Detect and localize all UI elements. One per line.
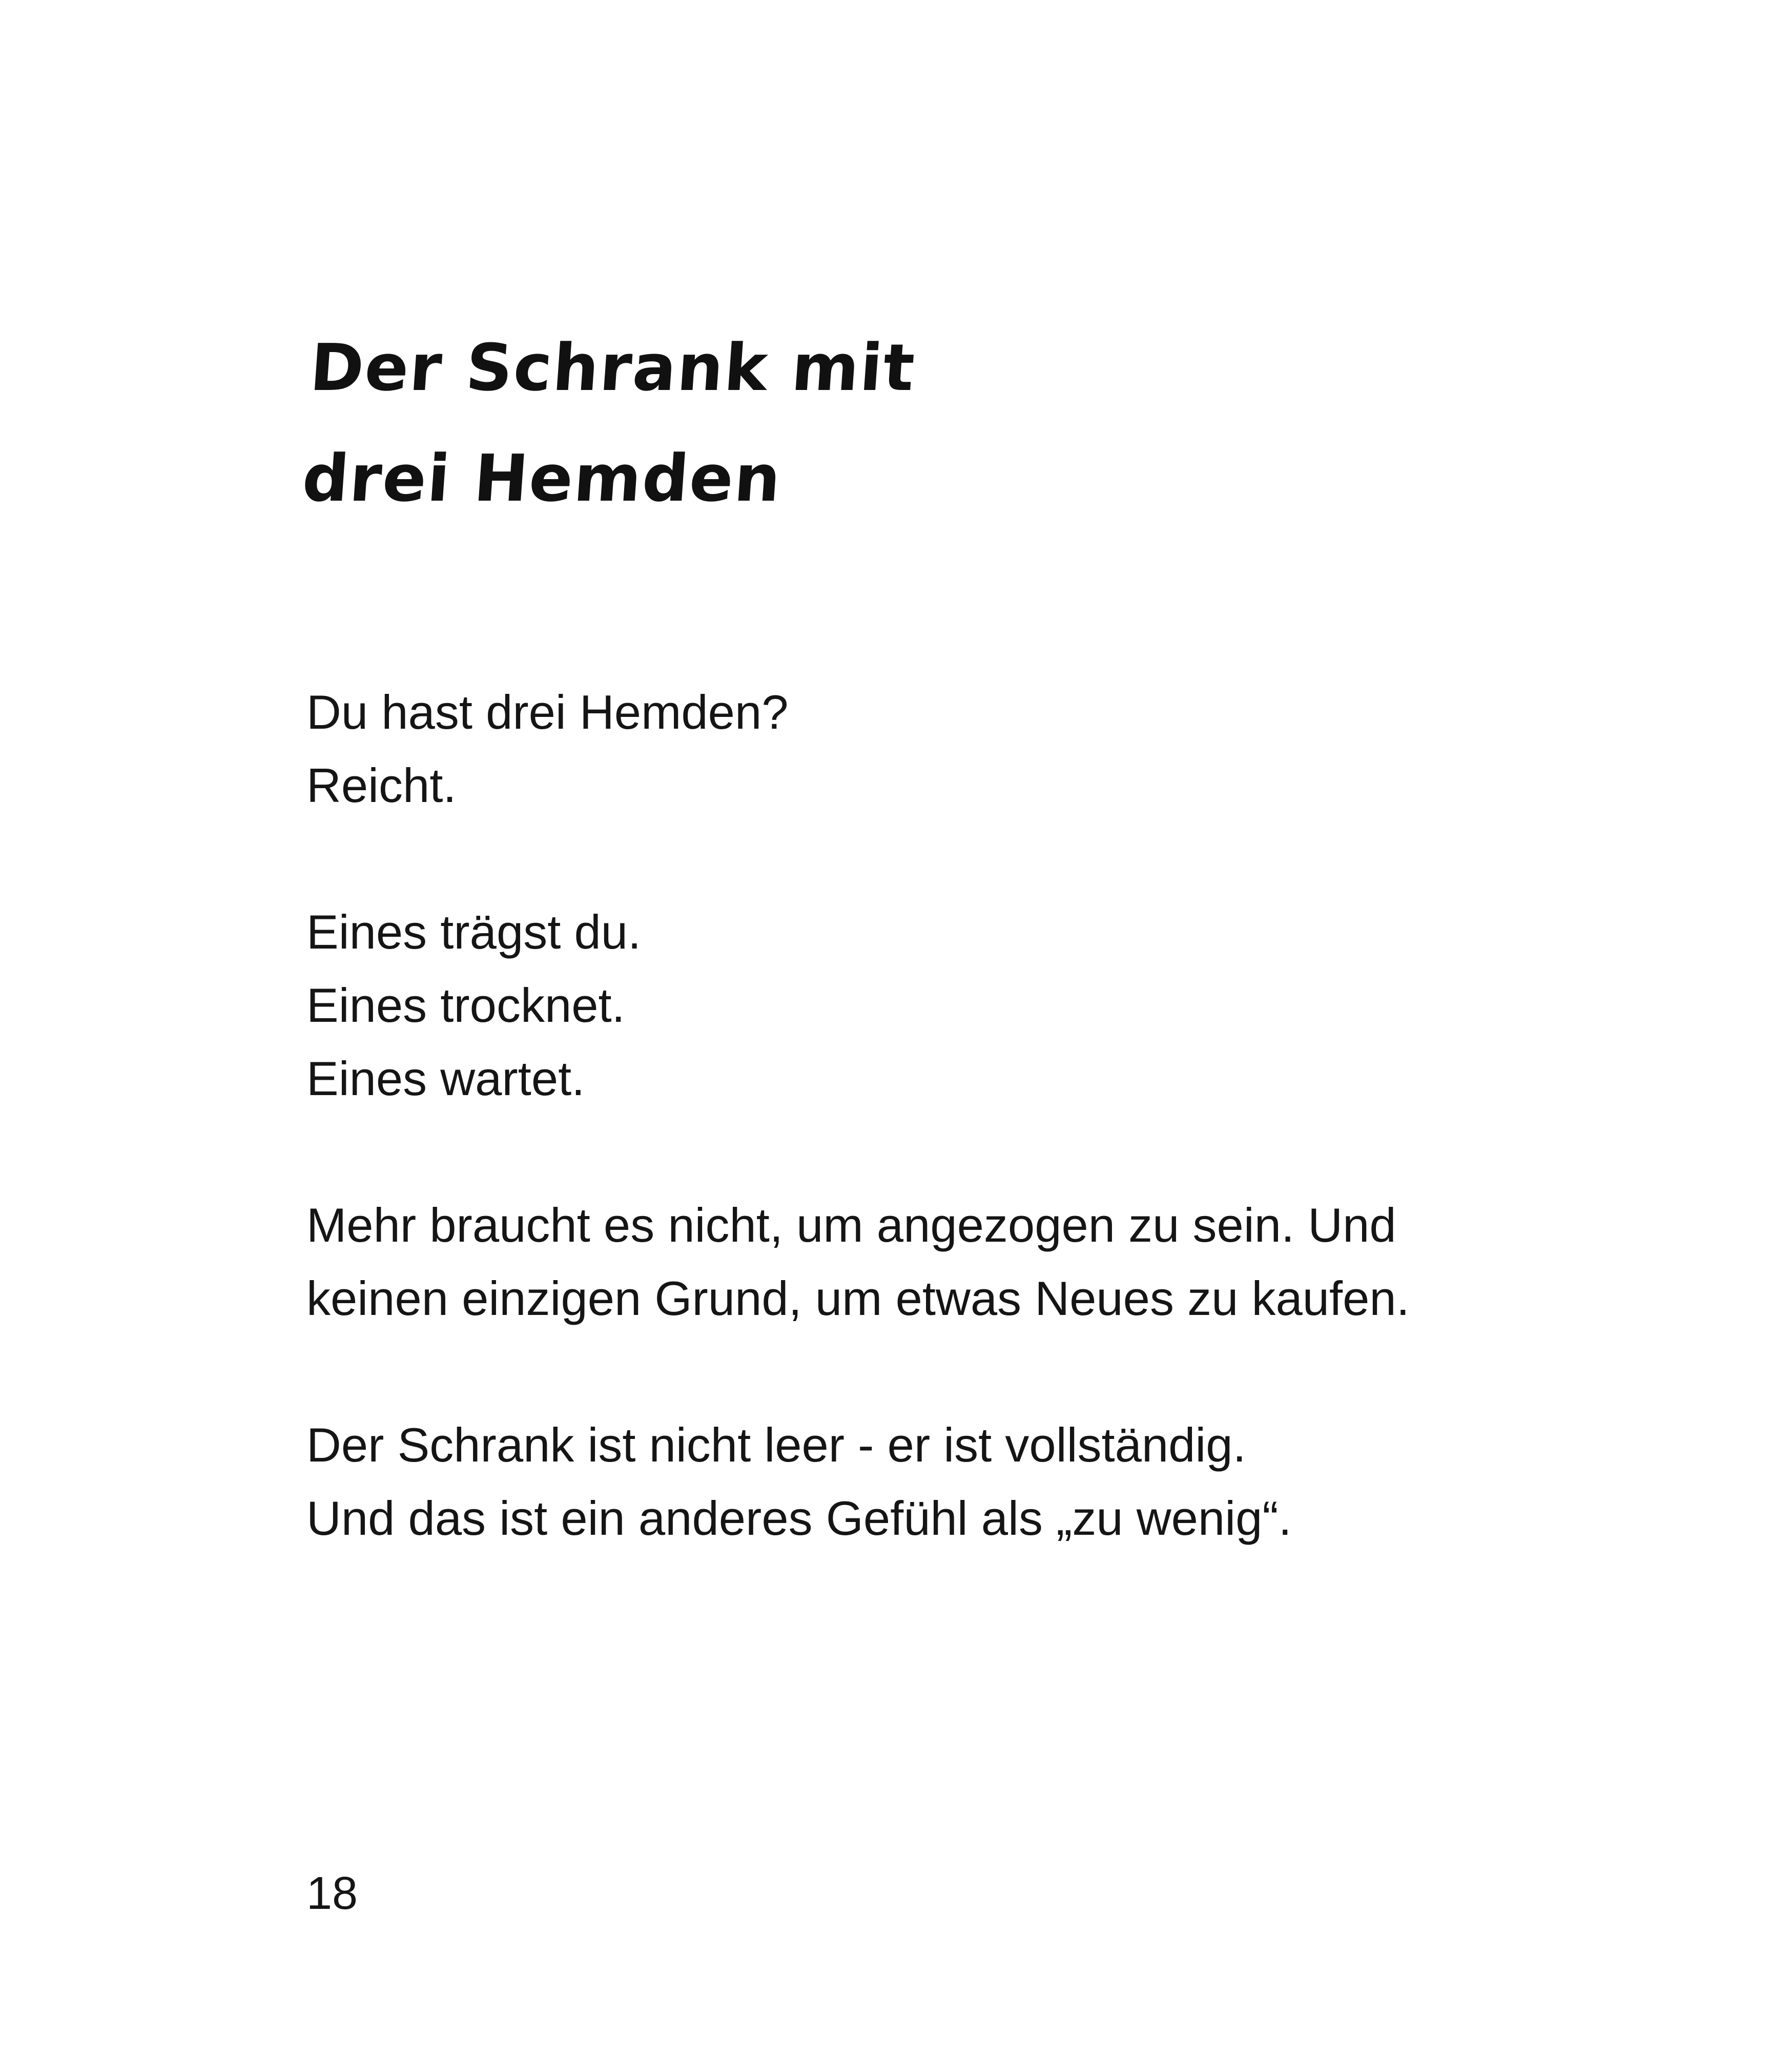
stanza-2 bbox=[306, 895, 1536, 1115]
poem-body bbox=[306, 675, 1536, 1555]
poem-line: Der Schrank ist nicht leer - er ist vollständig. bbox=[306, 1418, 1246, 1472]
stanza-3 bbox=[306, 1188, 1536, 1335]
title-line-1: Der Schrank mit bbox=[307, 330, 918, 405]
stanza-4 bbox=[306, 1408, 1536, 1555]
poem-line: keinen einzigen Grund, um etwas Neues zu kaufen. bbox=[306, 1271, 1410, 1325]
poem-line: Und das ist ein anderes Gefühl als „zu wenig“. bbox=[306, 1491, 1292, 1545]
stanza-1 bbox=[306, 675, 1536, 822]
poem-line: Eines trocknet. bbox=[306, 978, 625, 1032]
page-number: 18 bbox=[306, 1868, 358, 1919]
page-title bbox=[299, 313, 1134, 534]
poem-line: Du hast drei Hemden? bbox=[306, 685, 789, 739]
poem-line: Eines trägst du. bbox=[306, 905, 642, 959]
title-line-2: drei Hemden bbox=[300, 441, 785, 516]
poem-line: Eines wartet. bbox=[306, 1052, 585, 1105]
poem-line: Reicht. bbox=[306, 758, 457, 812]
poem-line: Mehr braucht es nicht, um angezogen zu sein. Und bbox=[306, 1198, 1396, 1252]
